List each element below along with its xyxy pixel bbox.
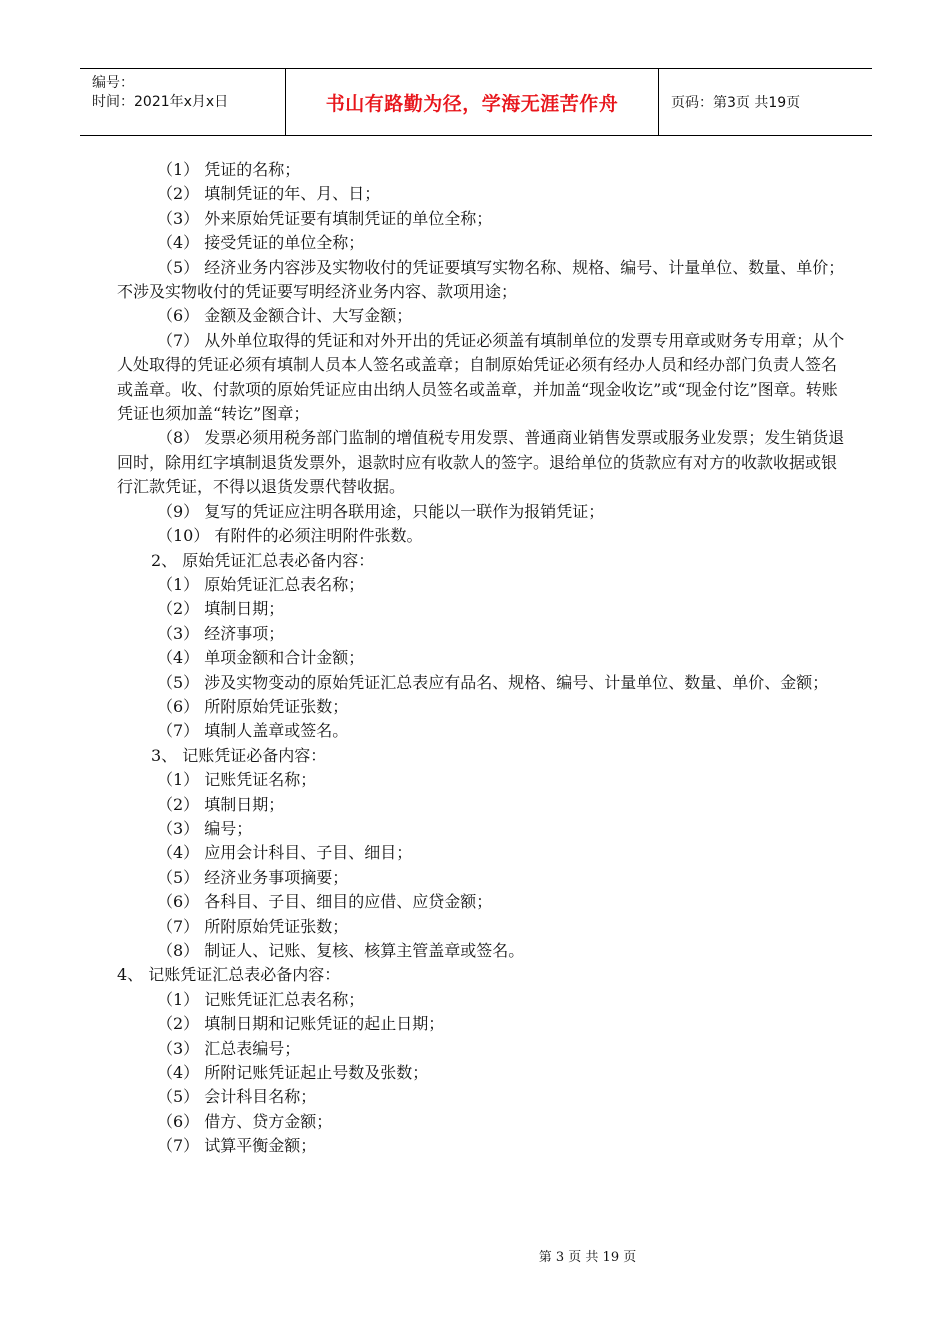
list-item: （7） 填制人盖章或签名。 (157, 721, 349, 741)
date-label: 时间：2021年x月x日 (92, 94, 229, 110)
document-body (117, 158, 852, 1159)
list-item: （2） 填制日期； (157, 794, 285, 814)
list-item: （4） 所附记账凭证起止号数及张数； (157, 1063, 429, 1083)
list-item: （6） 借方、贷方金额； (157, 1111, 333, 1131)
list-item: （1） 凭证的名称； (157, 160, 301, 179)
list-item: （8） 制证人、记账、复核、核算主管盖章或签名。 (157, 941, 525, 960)
list-item: （3） 编号； (157, 818, 253, 838)
list-item: （4） 单项金额和合计金额； (157, 648, 365, 668)
list-item: （5） 会计科目名称； (157, 1087, 317, 1107)
list-item: （3） 外来原始凭证要有填制凭证的单位全称； (157, 208, 493, 228)
list-item: （4） 应用会计科目、子目、细目； (157, 843, 413, 863)
section-heading: 4、 记账凭证汇总表必备内容： (117, 965, 341, 985)
page-footer: 第 3 页 共 19 页 (538, 1250, 637, 1265)
list-item: （10） 有附件的必须注明附件张数。 (157, 526, 423, 546)
section-heading: 3、 记账凭证必备内容： (151, 745, 327, 765)
list-item: （6） 各科目、子目、细目的应借、应贷金额； (157, 892, 493, 912)
list-item: （1） 记账凭证名称； (157, 770, 317, 790)
list-item: （2） 填制凭证的年、月、日； (157, 184, 381, 204)
header-page-label: 页码：第3页 共19页 (671, 95, 801, 111)
list-item: （7） 所附原始凭证张数； (157, 916, 349, 936)
section-heading: 2、 原始凭证汇总表必备内容： (151, 550, 375, 570)
list-item: （3） 汇总表编号； (157, 1038, 301, 1058)
code-label: 编号： (92, 75, 134, 91)
list-item: （2） 填制日期和记账凭证的起止日期； (157, 1014, 445, 1034)
list-item: （6） 所附原始凭证张数； (157, 696, 349, 716)
list-item: （3） 经济事项； (157, 623, 285, 643)
list-item: （2） 填制日期； (157, 599, 285, 619)
header-motto: 书山有路勤为径，学海无涯苦作舟 (286, 69, 659, 135)
list-item: （7） 从外单位取得的凭证和对外开出的凭证必须盖有填制单位的发票专用章或财务专用章；从个人处取得的凭证必须有填制人员本人签名或盖章；自制原始凭证必须有经办人员和经办部门负责人签名或盖章。收、付款项的原始凭证应由出纳人员签名或盖章，并加盖“现金收讫”或“现金付讫”图章。转账凭证也须加盖“转讫”图章； (117, 330, 845, 424)
list-item: （5） 经济业务事项摘要； (157, 867, 349, 887)
list-item: （1） 记账凭证汇总表名称； (157, 989, 365, 1009)
list-item: （7） 试算平衡金额； (157, 1136, 317, 1156)
list-item: （8） 发票必须用税务部门监制的增值税专用发票、普通商业销售发票或服务业发票；发生销货退回时，除用红字填制退货发票外，退款时应有收款人的签字。退给单位的货款应有对方的收款收据或银行汇款凭证，不得以退货发票代替收据。 (117, 428, 845, 497)
list-item: （5） 经济业务内容涉及实物收付的凭证要填写实物名称、规格、编号、计量单位、数量、单价；不涉及实物收付的凭证要写明经济业务内容、款项用途； (117, 257, 845, 302)
list-item: （9） 复写的凭证应注明各联用途，只能以一联作为报销凭证； (157, 501, 605, 521)
header-meta (80, 69, 286, 135)
list-item: （1） 原始凭证汇总表名称； (157, 574, 365, 594)
list-item: （6） 金额及金额合计、大写金额； (157, 306, 413, 326)
document-header (80, 68, 872, 136)
list-item: （4） 接受凭证的单位全称； (157, 233, 365, 253)
list-item: （5） 涉及实物变动的原始凭证汇总表应有品名、规格、编号、计量单位、数量、单价、金额； (157, 672, 829, 692)
